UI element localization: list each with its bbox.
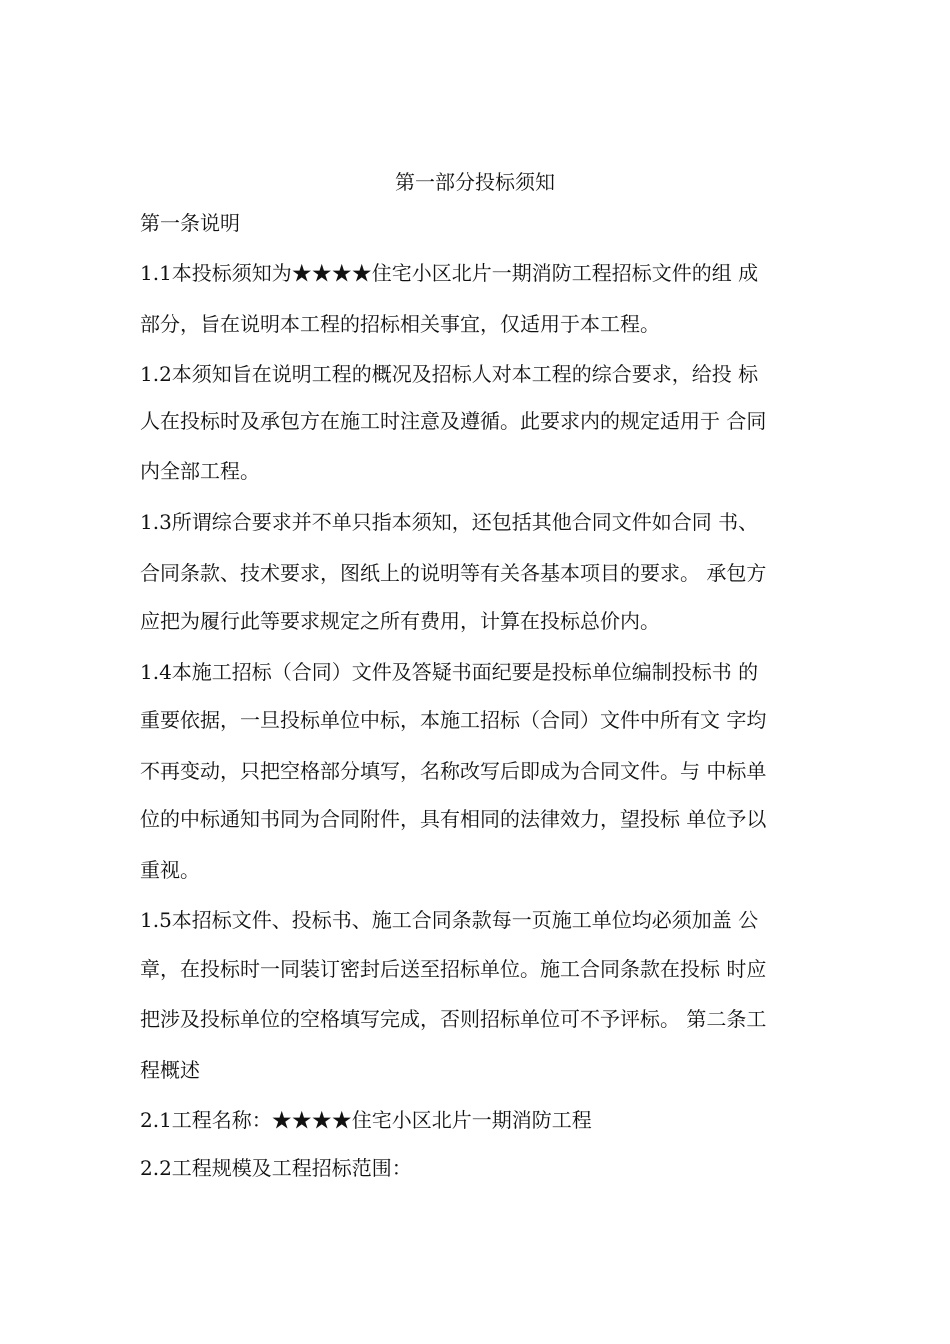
paragraph-line: 位的中标通知书同为合同附件，具有相同的法律效力，望投标 单位予以: [140, 807, 767, 831]
paragraph-line: 部分，旨在说明本工程的招标相关事宜，仅适用于本工程。: [140, 312, 660, 336]
section-heading: 第一条说明: [140, 211, 240, 235]
paragraph-line: 2.1工程名称：★★★★住宅小区北片一期消防工程: [140, 1108, 592, 1132]
paragraph-line: 1.5本招标文件、投标书、施工合同条款每一页施工单位均必须加盖 公: [140, 908, 759, 932]
paragraph-line: 内全部工程。: [140, 459, 260, 483]
document-title: 第一部分投标须知: [395, 170, 555, 194]
paragraph-line: 重要依据，一旦投标单位中标，本施工招标（合同）文件中所有文 字均: [140, 708, 767, 732]
section-heading-continuation: 程概述: [140, 1058, 200, 1082]
paragraph-line: 人在投标时及承包方在施工时注意及遵循。此要求内的规定适用于 合同: [140, 409, 767, 433]
paragraph-line: 1.4本施工招标（合同）文件及答疑书面纪要是投标单位编制投标书 的: [140, 660, 759, 684]
paragraph-line: 1.1本投标须知为★★★★住宅小区北片一期消防工程招标文件的组 成: [140, 261, 759, 285]
paragraph-line: 把涉及投标单位的空格填写完成，否则招标单位可不予评标。 第二条工: [140, 1007, 767, 1031]
paragraph-line: 2.2工程规模及工程招标范围：: [140, 1156, 412, 1180]
paragraph-line: 1.3所谓综合要求并不单只指本须知，还包括其他合同文件如合同 书、: [140, 510, 759, 534]
paragraph-line: 不再变动，只把空格部分填写，名称改写后即成为合同文件。与 中标单: [140, 759, 767, 783]
paragraph-line: 合同条款、技术要求，图纸上的说明等有关各基本项目的要求。 承包方: [140, 561, 767, 585]
paragraph-line: 1.2本须知旨在说明工程的概况及招标人对本工程的综合要求，给投 标: [140, 362, 759, 386]
paragraph-line: 章，在投标时一同装订密封后送至招标单位。施工合同条款在投标 时应: [140, 957, 767, 981]
paragraph-line: 应把为履行此等要求规定之所有费用，计算在投标总价内。: [140, 609, 660, 633]
paragraph-line: 重视。: [140, 858, 200, 882]
